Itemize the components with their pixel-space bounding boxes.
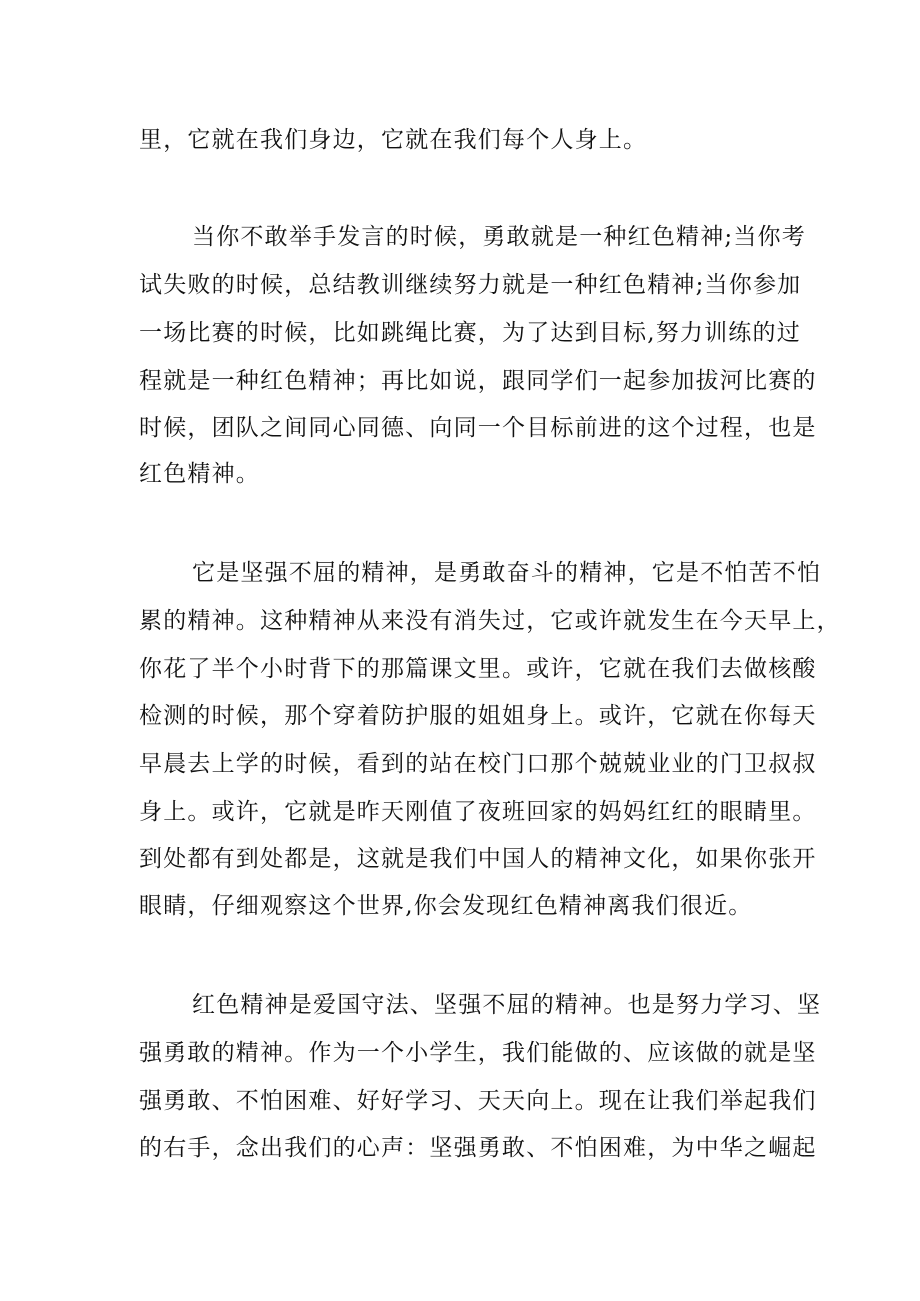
text-line: 它是坚强不屈的精神，是勇敢奋斗的精神，它是不怕苦不怕 <box>192 560 822 586</box>
text-line: 强勇敢的精神。作为一个小学生，我们能做的、应该做的就是坚 <box>139 1040 817 1066</box>
text-line: 当你不敢举手发言的时候，勇敢就是一种红色精神;当你考 <box>192 224 806 250</box>
text-line: 一场比赛的时候，比如跳绳比赛，为了达到目标,努力训练的过 <box>139 320 801 346</box>
text-line: 检测的时候，那个穿着防护服的姐姐身上。或许，它就在你每天 <box>139 703 817 729</box>
text-line: 累的精神。这种精神从来没有消失过，它或许就发生在今天早上， <box>139 608 841 634</box>
text-line: 身上。或许，它就是昨天刚值了夜班回家的妈妈红红的眼睛里。 <box>139 799 817 825</box>
text-line: 强勇敢、不怕困难、好好学习、天天向上。现在让我们举起我们 <box>139 1088 817 1114</box>
text-line: 红色精神是爱国守法、坚强不屈的精神。也是努力学习、坚 <box>192 992 822 1018</box>
text-line: 到处都有到处都是，这就是我们中国人的精神文化，如果你张开 <box>139 846 817 872</box>
text-line: 的右手，念出我们的心声：坚强勇敢、不怕困难，为中华之崛起 <box>139 1135 817 1161</box>
text-line: 里，它就在我们身边，它就在我们每个人身上。 <box>139 127 648 153</box>
text-line: 你花了半个小时背下的那篇课文里。或许，它就在我们去做核酸 <box>139 656 817 682</box>
text-line: 时候，团队之间同心同德、向同一个目标前进的这个过程，也是 <box>139 415 817 441</box>
text-line: 试失败的时候，总结教训继续努力就是一种红色精神;当你参加 <box>139 272 802 298</box>
text-line: 眼睛，仔细观察这个世界,你会发现红色精神离我们很近。 <box>139 893 753 919</box>
text-line: 早晨去上学的时候，看到的站在校门口那个兢兢业业的门卫叔叔 <box>139 751 817 777</box>
text-line: 程就是一种红色精神；再比如说，跟同学们一起参加拔河比赛的 <box>139 368 817 394</box>
text-line: 红色精神。 <box>139 461 260 487</box>
